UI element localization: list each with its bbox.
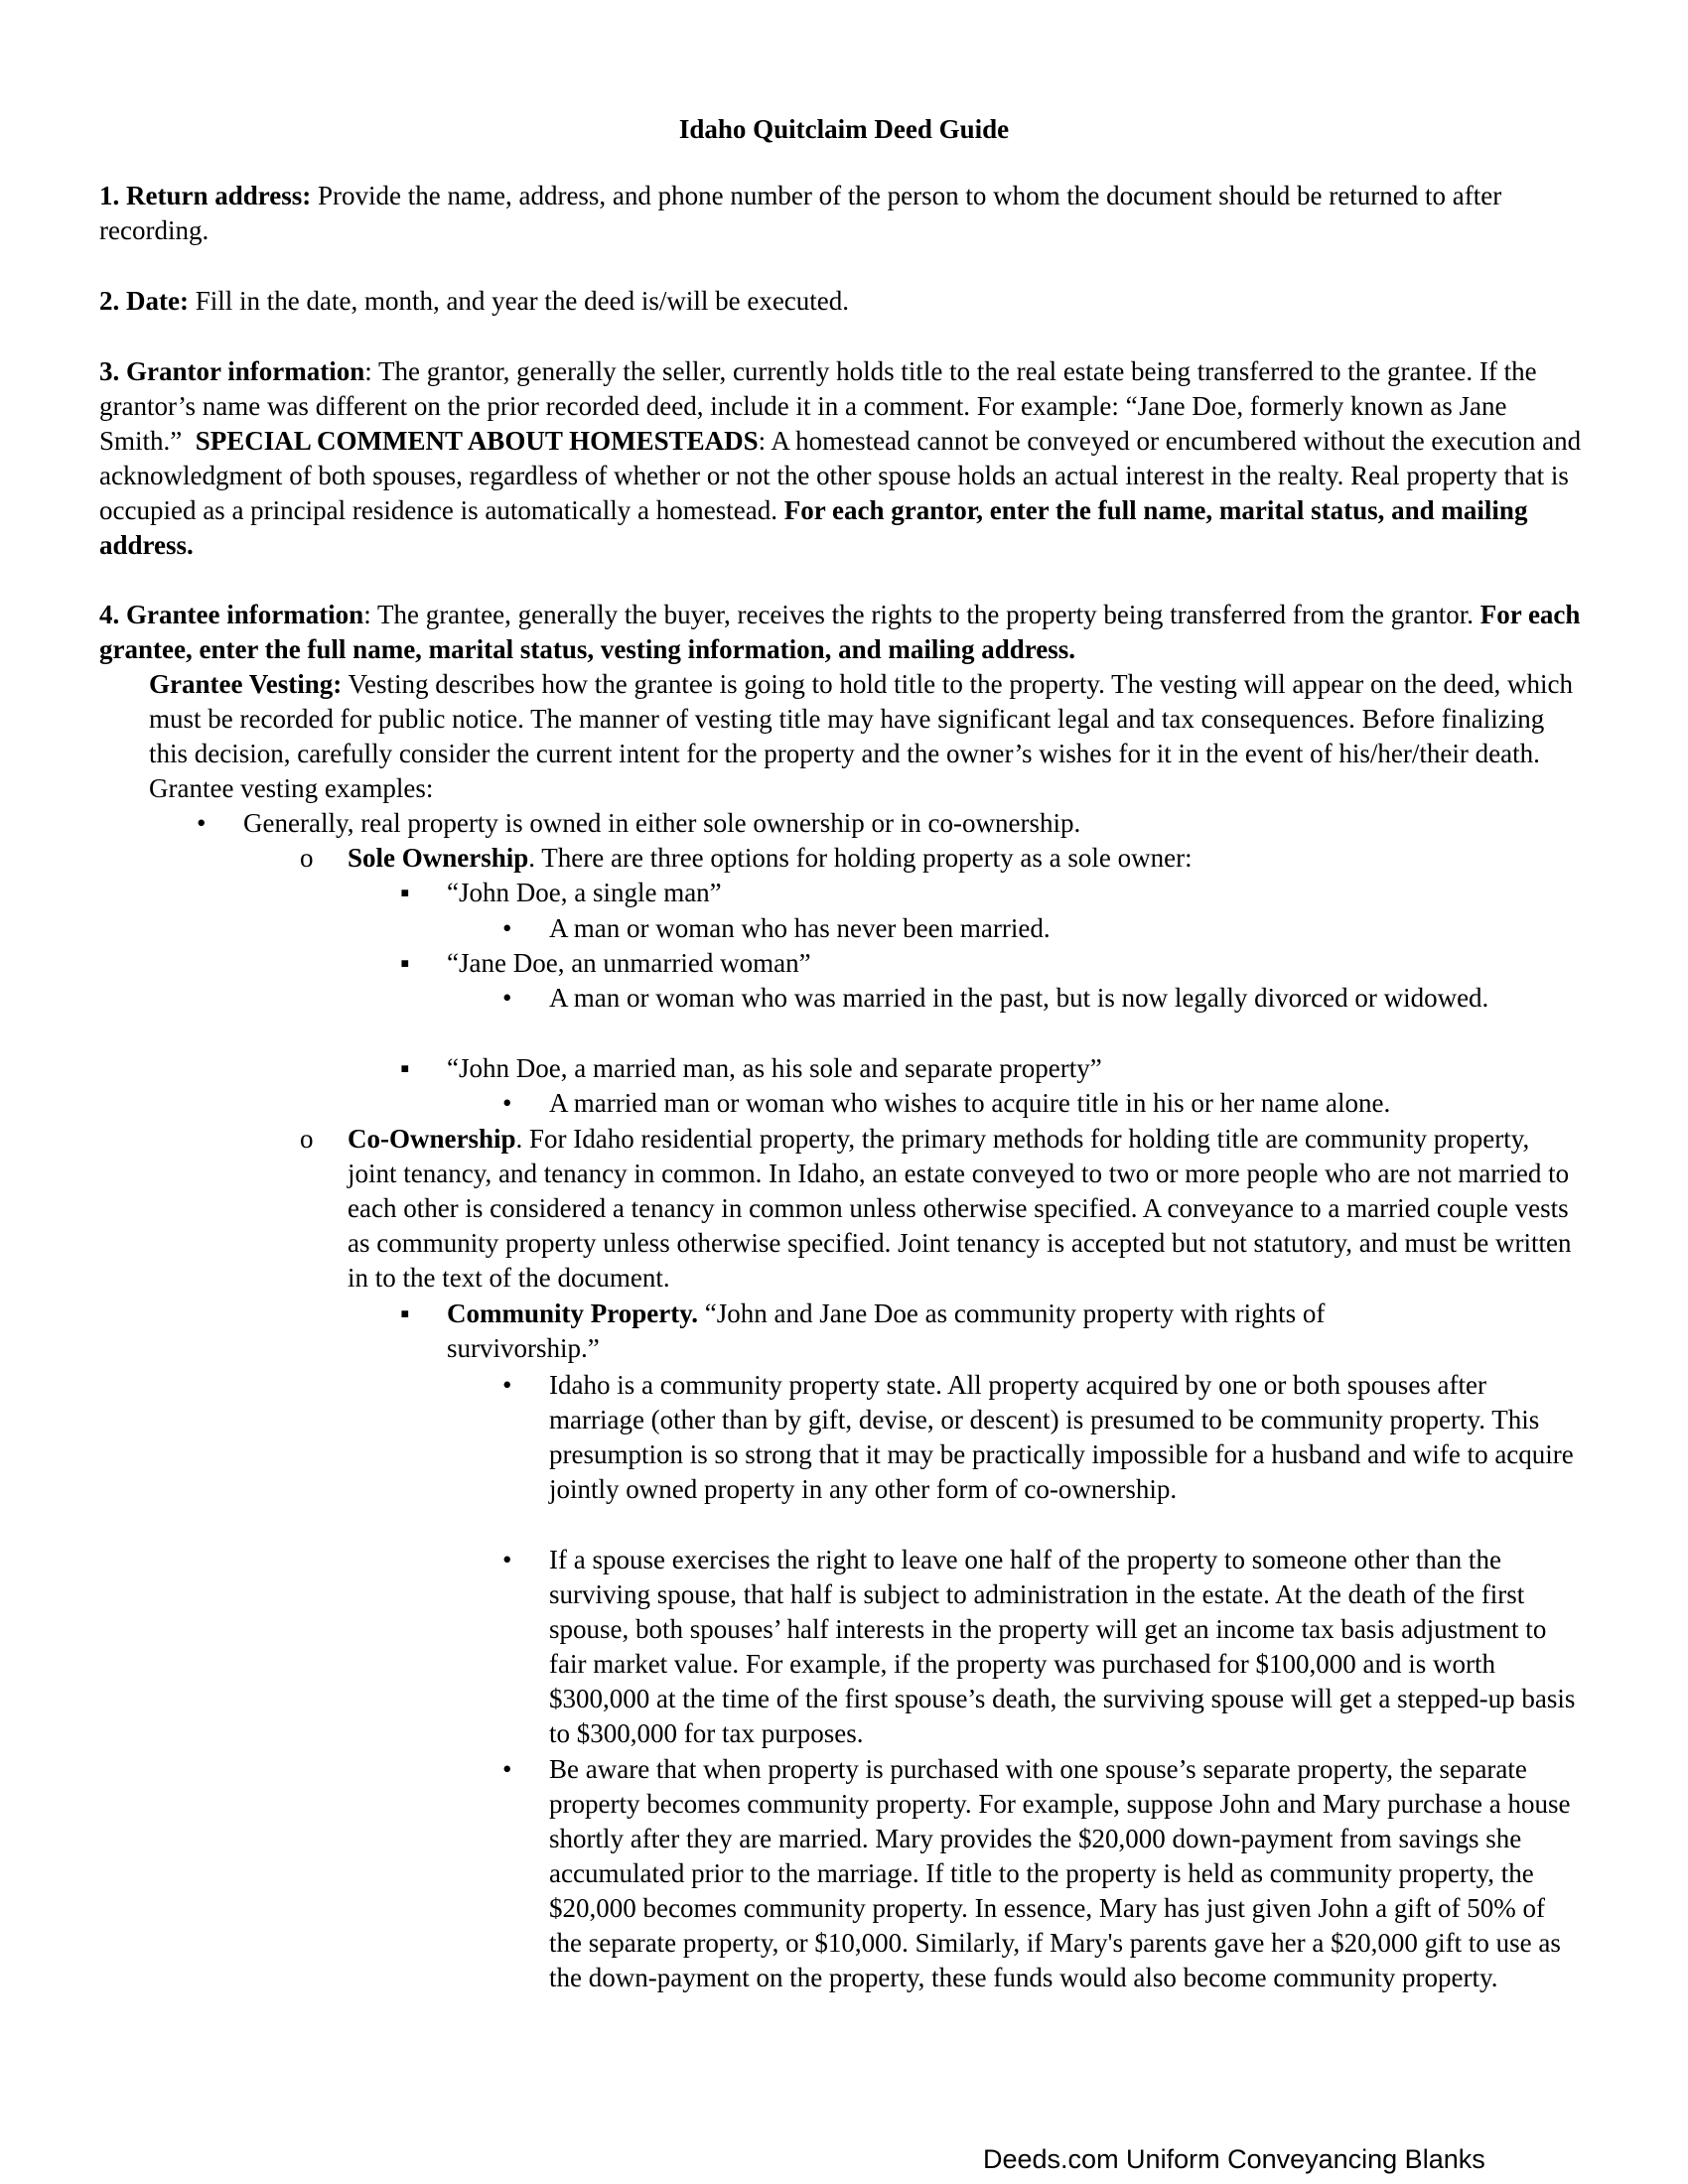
community-property-text: “John and Jane Doe as community property with rights of survivorship.” (447, 1298, 1326, 1363)
section-text: The grantor, generally the seller, currently holds title to the real estate being transferred to the grantee. If the grantor’s name was different on the prior recorded deed, include it in a comment. For example: “Jane Doe, formerly known as Jane Smith.” (99, 356, 1537, 456)
bullet-marker: • (502, 1545, 512, 1574)
sole-option-quote: “John Doe, a single man” (447, 878, 722, 907)
section-label: 1. Return address: (99, 181, 312, 210)
circle-marker: o (300, 1124, 314, 1154)
sole-ownership-label: Sole Ownership (348, 843, 529, 873)
sole-ownership (348, 841, 1579, 876)
vesting-text: Vesting describes how the grantee is going to hold title to the property. The vesting will appear on the deed, which must be recorded for public notice. The manner of vesting title may have significant legal and tax consequences. Before finalizing this decision, carefully consider the current intent for the property and the owner’s wishes for it in the event of his/her/their death. Grantee vesting examples: (149, 669, 1573, 803)
section-label: 2. Date: (99, 286, 189, 316)
vesting-label: Grantee Vesting: (149, 669, 343, 699)
section-text: : The grantee, generally the buyer, receives the rights to the property being transferred from the grantor. (363, 600, 1474, 629)
square-marker: ▪ (400, 948, 410, 978)
community-property-label: Community Property. (447, 1298, 698, 1328)
co-ownership-label: Co-Ownership (348, 1124, 516, 1154)
special-comment-label: SPECIAL COMMENT ABOUT HOMESTEADS (195, 426, 759, 456)
bullet-marker: • (197, 808, 207, 838)
bullet-marker: • (502, 1088, 512, 1118)
section-return-address (99, 179, 1589, 248)
special-comment-text: : A homestead cannot be conveyed or encumbered without the execution and acknowledgment of both spouses, regardless of whether or not the other spouse holds an actual interest in the realty. Real property that is occupied as a principal residence is automatically a homestead. (99, 426, 1582, 525)
page-footer: Deeds.com Uniform Conveyancing Blanks (983, 2144, 1485, 2174)
sole-option-description: A married man or woman who wishes to acquire title in his or her name alone. (549, 1088, 1391, 1118)
community-point: Be aware that when property is purchased with one spouse’s separate property, the separate property becomes community property. For example, suppose John and Mary purchase a house shortly after they are married. Mary provides the $20,000 down-payment from savings she accumulated prior to the marriage. If title to the property is held as community property, the $20,000 becomes community property. In essence, Mary has just given John a gift of 50% of the separate property, or $10,000. Similarly, if Mary's parents gave her a $20,000 gift to use as the down-payment on the property, these funds would also become community property. (549, 1754, 1571, 1992)
bullet-marker: • (502, 1754, 512, 1784)
community-point: If a spouse exercises the right to leave one half of the property to someone other than the surviving spouse, that half is subject to administration in the estate. At the death of the first spouse, both spouses’ half interests in the property will get an income tax basis adjustment to fair market value. For example, if the property was purchased for $100,000 and is worth $300,000 at the time of the first spouse’s death, the surviving spouse will get a stepped-up basis to $300,000 for tax purposes. (549, 1545, 1576, 1748)
community-property (447, 1297, 1460, 1366)
co-ownership (348, 1122, 1584, 1296)
section-date (99, 284, 1589, 319)
bullet-marker: • (502, 983, 512, 1013)
community-point: Idaho is a community property state. All property acquired by one or both spouses after marriage (other than by gift, devise, or descent) is presumed to be community property. This presumption is so strong that it may be practically impossible for a husband and wife to acquire jointly owned property in any other form of co-ownership. (549, 1370, 1574, 1504)
co-ownership-text: . For Idaho residential property, the primary methods for holding title are community property, joint tenancy, and tenancy in common. In Idaho, an estate conveyed to two or more people who are not married to each other is considered a tenancy in common unless otherwise specified. A conveyance to a married couple vests as community property unless otherwise specified. Joint tenancy is accepted but not statutory, and must be written in to the text of the document. (348, 1124, 1572, 1293)
sole-option-description: A man or woman who was married in the past, but is now legally divorced or widowed. (549, 983, 1489, 1013)
section-text: Fill in the date, month, and year the deed is/will be executed. (188, 286, 850, 316)
sole-ownership-text: . There are three options for holding property as a sole owner: (528, 843, 1193, 873)
bullet-marker: • (502, 1370, 512, 1400)
ownership-general: Generally, real property is owned in either sole ownership or in co-ownership. (243, 808, 1081, 838)
square-marker: ▪ (400, 878, 410, 907)
section-label: 4. Grantee information (99, 600, 364, 629)
grantee-instruction: For each grantee, enter the full name, marital status, vesting information, and mailing address. (99, 600, 1581, 664)
section-grantor-information (99, 354, 1589, 563)
circle-marker: o (300, 843, 314, 873)
section-grantee-information (99, 598, 1589, 667)
section-label: 3. Grantor information (99, 356, 365, 386)
grantor-instruction: For each grantor, enter the full name, marital status, and mailing address. (99, 495, 1528, 560)
section-text: Provide the name, address, and phone number of the person to whom the document should be returned to after recording. (99, 181, 1502, 245)
square-marker: ▪ (400, 1053, 410, 1083)
label-colon: : (364, 356, 372, 386)
sole-option-description: A man or woman who has never been married. (549, 913, 1051, 943)
grantee-vesting (149, 667, 1579, 806)
page-title: Idaho Quitclaim Deed Guide (678, 114, 1010, 144)
square-marker: ▪ (400, 1298, 410, 1328)
sole-option-quote: “Jane Doe, an unmarried woman” (447, 948, 811, 978)
bullet-marker: • (502, 913, 512, 943)
sole-option-quote: “John Doe, a married man, as his sole and separate property” (447, 1053, 1102, 1083)
